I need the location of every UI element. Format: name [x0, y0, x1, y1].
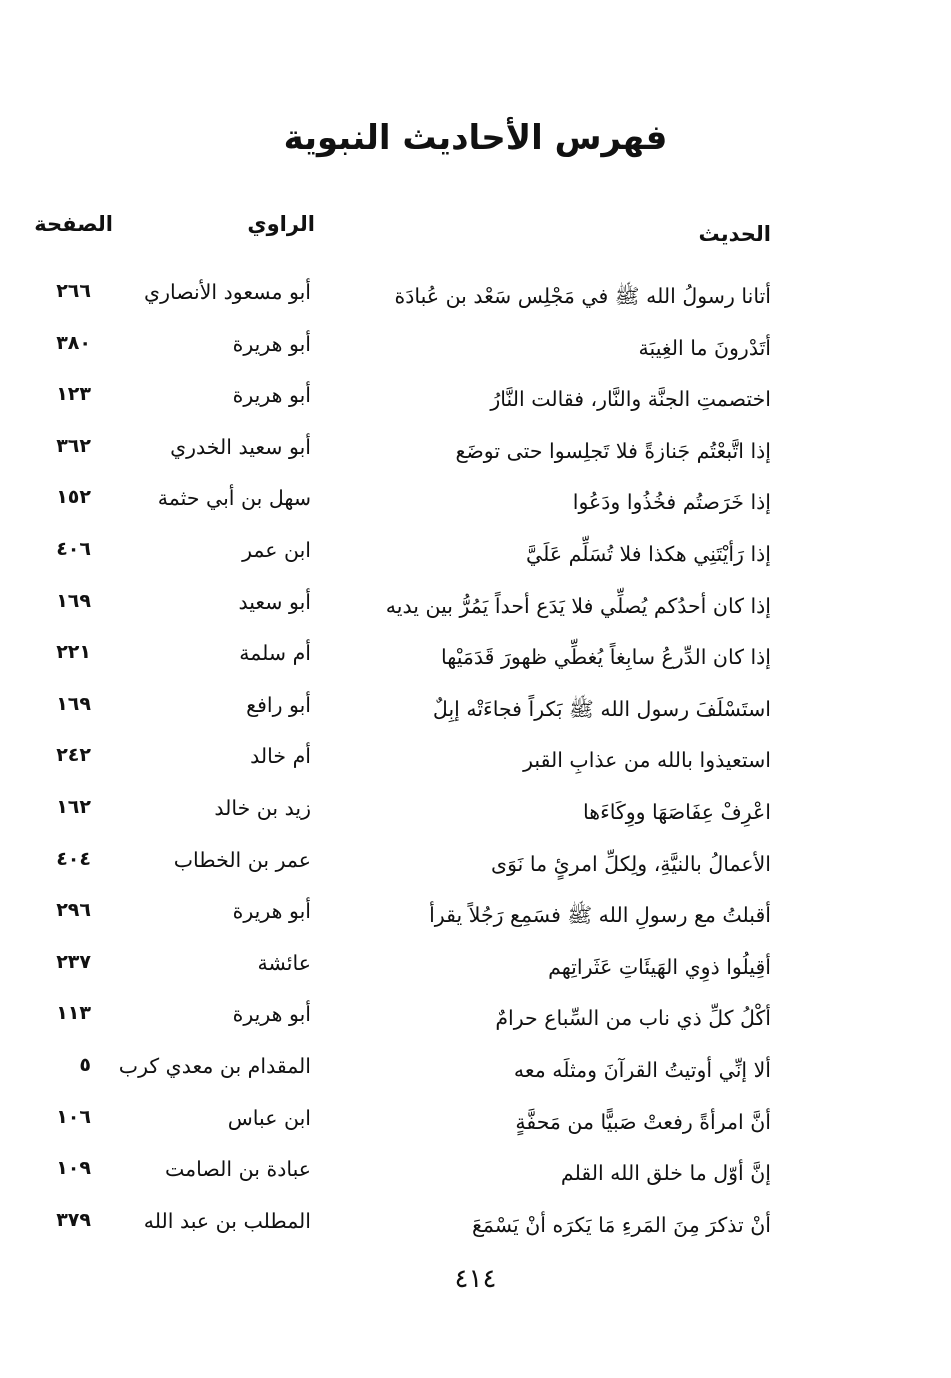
page-reference: ١٠٩	[56, 1157, 91, 1180]
list-item	[0, 1153, 951, 1205]
list-item	[0, 1102, 951, 1154]
list-item	[0, 947, 951, 999]
narrator-name: أبو هريرة	[232, 1002, 311, 1027]
list-item	[0, 895, 951, 947]
page-reference: ١٠٦	[56, 1105, 91, 1128]
page-reference: ١٦٢	[56, 795, 91, 818]
narrator-name: أبو سعيد الخدري	[170, 434, 311, 459]
narrator-name: عبادة بن الصامت	[165, 1157, 311, 1182]
narrator-name: عائشة	[257, 950, 311, 975]
page-reference: ١٦٩	[56, 589, 91, 612]
narrator-name: أم خالد	[250, 744, 311, 769]
list-item	[0, 482, 951, 534]
list-item	[0, 1205, 951, 1257]
narrator-name: أبو هريرة	[232, 331, 311, 356]
page-reference: ٣٦٢	[56, 434, 91, 457]
page-reference: ٤٠٦	[56, 537, 91, 560]
page-reference: ١٥٢	[56, 486, 91, 509]
page-reference: ١٦٩	[56, 692, 91, 715]
hadith-text: أكْلُ كلِّ ذي ناب من السِّباع حرامٌ	[495, 1006, 771, 1031]
list-item	[0, 431, 951, 483]
page-reference: ٣٧٩	[56, 1208, 91, 1231]
page-reference: ٢٣٧	[56, 950, 91, 973]
hadith-text: أنَّ امرأةً رفعتْ صَبيًّا من مَحفَّةٍ	[515, 1109, 771, 1134]
list-item	[0, 534, 951, 586]
narrator-name: زيد بن خالد	[214, 795, 311, 820]
narrator-name: أبو رافع	[246, 692, 311, 717]
hadith-text: إنَّ أوّل ما خلق الله القلم	[560, 1161, 771, 1186]
header-rawi: الراوي	[247, 212, 315, 236]
hadith-text: ألا إنِّي أوتيتُ القرآنَ ومثلَه معه	[513, 1057, 771, 1082]
hadith-text: إذا كان أحدُكم يُصلِّي فلا يَدَع أحداً يَمُرُّ بين يديه	[385, 593, 771, 618]
hadith-text: إذا خَرَصتُم فخُذُوا ودَعُوا	[572, 490, 771, 515]
narrator-name: ابن عباس	[227, 1105, 311, 1130]
list-item	[0, 1050, 951, 1102]
hadith-text: أقِيلُوا ذوِي الهَيئَاتِ عَثَراتِهم	[548, 954, 771, 979]
list-item	[0, 637, 951, 689]
page-number: ٤١٤	[454, 1264, 497, 1294]
header-page: الصفحة	[34, 212, 113, 236]
narrator-name: أبو هريرة	[232, 899, 311, 924]
list-item	[0, 328, 951, 380]
narrator-name: المقدام بن معدي كرب	[118, 1053, 311, 1078]
list-item	[0, 586, 951, 638]
page-reference: ٣٨٠	[56, 331, 91, 354]
hadith-text: اختصمتِ الجنَّة والنَّار، فقالت النَّارُ	[490, 387, 771, 412]
header-hadith: الحديث	[698, 222, 771, 246]
narrator-name: أبو هريرة	[232, 383, 311, 408]
hadith-text: أتانا رسولُ الله ﷺ في مَجْلِس سَعْد بن عُبادَة	[394, 284, 771, 308]
hadith-text: استعيذوا بالله من عذابِ القبر	[523, 748, 771, 773]
list-item	[0, 740, 951, 792]
hadith-index-list	[0, 276, 951, 1256]
hadith-text: أنْ تذكرَ مِنَ المَرءِ مَا يَكرَه أنْ يَسْمَعَ	[471, 1212, 771, 1237]
narrator-name: سهل بن أبي حثمة	[157, 486, 311, 511]
page-reference: ٢٩٦	[56, 899, 91, 922]
column-headers	[0, 212, 951, 256]
list-item	[0, 276, 951, 328]
hadith-text: إذا رَأيْتَنِي هكذا فلا تُسَلِّم عَلَيَّ	[525, 541, 771, 566]
list-item	[0, 792, 951, 844]
narrator-name: المطلب بن عبد الله	[143, 1208, 311, 1233]
hadith-text: الأعمالُ بالنيَّةِ، ولِكلِّ امرئٍ ما نَوَى	[491, 851, 771, 876]
narrator-name: أم سلمة	[239, 641, 311, 666]
narrator-name: عمر بن الخطاب	[173, 847, 311, 872]
page-reference: ١٢٣	[56, 383, 91, 406]
page-title: فهرس الأحاديث النبوية	[283, 118, 668, 158]
list-item	[0, 379, 951, 431]
narrator-name: ابن عمر	[242, 537, 311, 562]
page-reference: ٢٦٦	[56, 280, 91, 302]
hadith-text: اعْرِفْ عِفَاصَهَا ووِكَاءَها	[583, 799, 771, 824]
narrator-name: أبو سعيد	[238, 589, 311, 614]
list-item	[0, 998, 951, 1050]
page-reference: ٥	[79, 1053, 91, 1076]
page-reference: ٢٤٢	[56, 744, 91, 767]
hadith-text: أتَدْرونَ ما الغِيبَة	[638, 335, 771, 360]
hadith-text: أقبلتُ مع رسولِ الله ﷺ فسَمِع رَجُلاً يقرأ	[429, 903, 771, 928]
hadith-text: استَسْلَفَ رسول الله ﷺ بَكراً فجاءَتْه إبِلٌ	[432, 696, 771, 721]
narrator-name: أبو مسعود الأنصاري	[144, 280, 311, 304]
page-reference: ٤٠٤	[56, 847, 91, 870]
list-item	[0, 689, 951, 741]
page-reference: ٢٢١	[56, 641, 91, 664]
hadith-text: إذا اتَّبعْتُم جَنازةً فلا تَجلِسوا حتى توضَع	[455, 438, 771, 463]
hadith-text: إذا كان الدِّرعُ سابِغاً يُغطِّي ظهورَ قَدَمَيْها	[441, 645, 771, 670]
page-reference: ١١٣	[56, 1002, 91, 1025]
list-item	[0, 844, 951, 896]
